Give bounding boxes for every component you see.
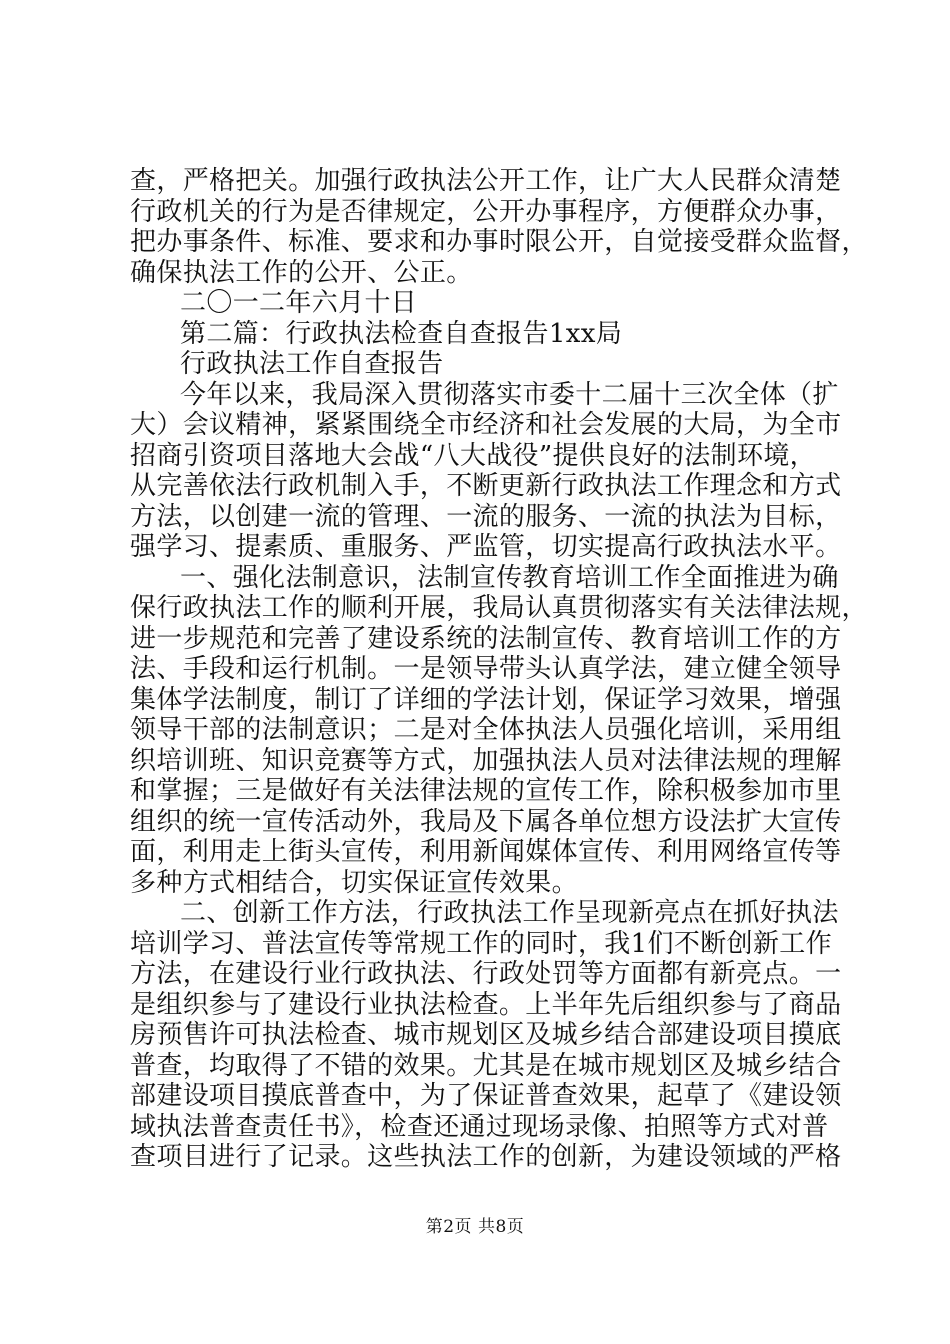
text-line: 集体学法制度，制订了详细的学法计划，保证学习效果，增强 (130, 684, 842, 715)
text-line: 是组织参与了建设行业执法检查。上半年先后组织参与了商品 (130, 989, 842, 1020)
text-line: 大）会议精神，紧紧围绕全市经济和社会发展的大局，为全市 (130, 410, 842, 440)
text-line: 查项目进行了记录。这些执法工作的创新，为建设领域的严格 (130, 1142, 842, 1172)
text-line: 行政机关的行为是否律规定，公开办事程序，方便群众办事， (130, 196, 842, 227)
text-line: 二、创新工作方法，行政执法工作呈现新亮点在抓好执法 (180, 898, 839, 928)
text-line: 普查，均取得了不错的效果。尤其是在城市规划区及城乡结合 (130, 1050, 842, 1081)
text-line: 领导干部的法制意识；二是对全体执法人员强化培训，采用组 (130, 715, 842, 745)
text-line: 面，利用走上街头宣传，利用新闻媒体宣传、利用网络宣传等 (130, 837, 842, 867)
document-body (130, 166, 868, 1173)
text-line: 第二篇：行政执法检查自查报告1xx局 (180, 318, 623, 349)
text-line: 和掌握；三是做好有关法律法规的宣传工作，除积极参加市里 (130, 776, 842, 806)
text-line: 强学习、提素质、重服务、严监管，切实提高行政执法水平。 (130, 532, 842, 562)
text-line: 从完善依法行政机制入手，不断更新行政执法工作理念和方式 (130, 471, 842, 501)
text-line: 保行政执法工作的顺利开展，我局认真贯彻落实有关法律法规， (130, 593, 868, 623)
text-line: 一、强化法制意识，法制宣传教育培训工作全面推进为确 (180, 562, 839, 593)
text-line: 部建设项目摸底普查中，为了保证普查效果，起草了《建设领 (130, 1081, 842, 1111)
text-line: 域执法普查责任书》，检查还通过现场录像、拍照等方式对普 (130, 1111, 829, 1142)
text-line: 查，严格把关。加强行政执法公开工作，让广大人民群众清楚 (130, 166, 842, 196)
text-line: 把办事条件、标准、要求和办事时限公开，自觉接受群众监督， (130, 227, 868, 257)
text-line: 组织的统一宣传活动外，我局及下属各单位想方设法扩大宣传 (130, 806, 842, 837)
text-line: 法、手段和运行机制。一是领导带头认真学法，建立健全领导 (130, 654, 842, 684)
text-line: 多种方式相结合，切实保证宣传效果。 (130, 867, 578, 898)
text-line: 房预售许可执法检查、城市规划区及城乡结合部建设项目摸底 (130, 1020, 842, 1050)
text-line: 二〇一二年六月十日 (180, 288, 418, 318)
text-line: 今年以来，我局深入贯彻落实市委十二届十三次全体（扩 (180, 379, 839, 410)
text-line: 进一步规范和完善了建设系统的法制宣传、教育培训工作的方 (130, 623, 842, 654)
text-line: 招商引资项目落地大会战“八大战役”提供良好的法制环境， (130, 440, 817, 471)
text-line: 方法，以创建一流的管理、一流的服务、一流的执法为目标， (130, 501, 842, 532)
text-line: 织培训班、知识竞赛等方式，加强执法人员对法律法规的理解 (130, 745, 842, 776)
text-line: 方法，在建设行业行政执法、行政处罚等方面都有新亮点。一 (130, 959, 842, 989)
text-line: 培训学习、普法宣传等常规工作的同时，我1们不断创新工作 (130, 928, 832, 959)
page-footer: 第2页 共8页 (425, 1217, 525, 1237)
text-line: 确保执法工作的公开、公正。 (130, 257, 473, 288)
text-line: 行政执法工作自查报告 (180, 349, 444, 379)
